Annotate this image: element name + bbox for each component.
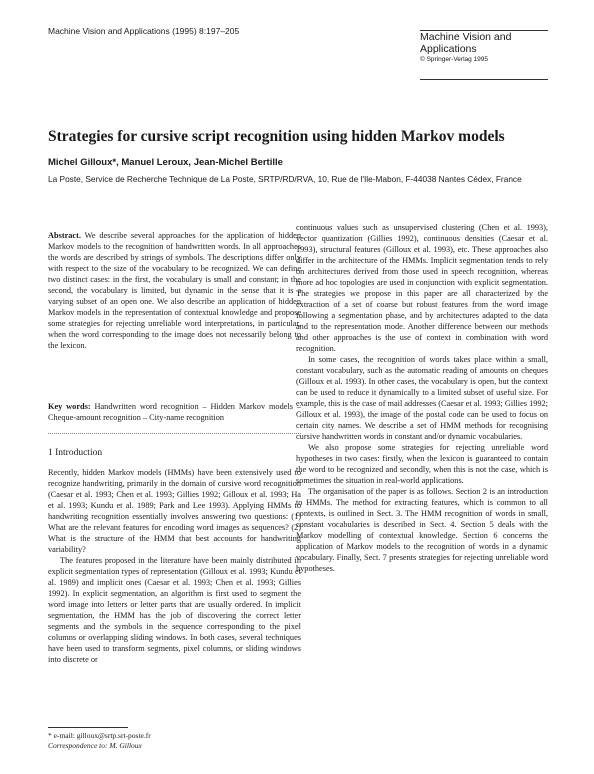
keywords-text: Handwritten word recognition – Hidden Markov models – Cheque-amount recognition – City-name recognition: [48, 402, 301, 422]
footnotes: [48, 731, 151, 751]
footnote-rule: [48, 727, 128, 728]
body-paragraph: We also propose some strategies for rejecting unreliable word hypotheses in two cases: firstly, when the lexicon is guaranteed to contain the word to be recognized and secondly, when this is not the case, which is sometimes the situation in real-world applications.: [296, 443, 548, 485]
abstract-label: Abstract.: [48, 231, 81, 240]
section-heading: 1 Introduction: [48, 448, 103, 458]
intro-paragraph: Recently, hidden Markov models (HMMs) have been extensively used to recognize handwriting, primarily in the domain of cursive word recognition (Caesar et al. 1993; Chen et al. 1993; Gillies 1992; Gilloux et al. 1993; Ha et al. 1993; Kundu et al. 1989; Park and Lee 1993). Applying HMMs to handwriting recognition essentially involves answering two questions: (1) What are the relevant features for encoding word images as sequences? (2) What is the structure of the HMM that best accounts for handwriting variability?: [48, 468, 301, 554]
body-paragraph: continuous values such as unsupervised clustering (Chen et al. 1993), vector quantization (Gillies 1992), continuous densities (Caesar et al. 1993), structural features (Gilloux et al. 1993), etc. These approaches also differ in the architecture of the HMMs. Implicit segmentation tends to rely on architectures derived from those used in speech recognition, whereas more ad hoc topologies are used in conjunction with explicit segmentation. The strategies we propose in this paper are all characterized by the extraction of a set of coarse but robust features from the word image following a segmentation phase, and by architectures adapted to the data and to the representation mode. Another difference between our methods and other approaches is the use of context in combination with word recognition.: [296, 223, 548, 353]
keywords-divider: [48, 433, 301, 434]
body-paragraph: The organisation of the paper is as follows. Section 2 is an introduction to HMMs. The method for extracting features, which is common to all contexts, is outlined in Sect. 3. The HMM recognition of words in small, constant vocabularies is described in Sect. 4. Section 5 deals with the Markov modelling of contextual knowledge. Section 6 concerns the application of Markov models to the recognition of words in a dynamic vocabulary. Finally, Sect. 7 presents strategies for rejecting unreliable word hypotheses.: [296, 487, 548, 573]
journal-masthead: [420, 31, 548, 63]
abstract-block: [48, 230, 301, 351]
author-affiliation: La Poste, Service de Recherche Technique de La Poste, SRTP/RD/RVA, 10, Rue de l'Ile-Mabon, F-44038 Nantes Cédex, France: [48, 174, 522, 184]
keywords-block: [48, 401, 301, 423]
keywords-label: Key words:: [48, 402, 91, 411]
abstract-text: We describe several approaches for the application of hidden Markov models to the recognition of handwritten words. In all approaches the words are described by strings of symbols. The descriptions differ only with respect to the size of the vocabulary to be recognized. We can define two distinct cases: in the first, the vocabulary is small and constant; in the second, the vocabulary is limited, but dynamic in the sense that it is a varying subset of an open one. We also describe an application of hidden Markov models in the representation of contextual knowledge and propose some strategies for rejecting unreliable word interpretations, in particular, when the word corresponding to the image does not necessarily belong to the lexicon.: [48, 231, 301, 350]
introduction-text: [48, 467, 301, 665]
masthead-bottom-rule: [420, 79, 548, 80]
intro-paragraph: The features proposed in the literature have been mainly distributed in explicit segmentation types of representation (Gilloux et al. 1993; Kundu et al. 1989) and implicit ones (Caesar et al. 1993; Chen et al. 1993; Gillies 1992). In explicit segmentation, an algorithm is first used to segment the word image into letters or letter parts that are usually ordered. In implicit segmentation, the HMM has the job of discovering the correct letter segments and the symbols in the sequence corresponding to the pixel columns or overlapping sliding windows. In both cases, several techniques have been used to transform segments, pixel columns, or sliding windows into discrete or: [48, 556, 301, 664]
masthead-title: Machine Vision and Applications: [420, 31, 512, 55]
paper-title: Strategies for cursive script recognition using hidden Markov models: [48, 128, 505, 145]
footnote-correspondence: Correspondence to: M. Gilloux: [48, 741, 142, 750]
footnote-email: * e-mail: gilloux@srtp.srt-poste.fr: [48, 731, 151, 740]
journal-citation-line: Machine Vision and Applications (1995) 8:197–205: [48, 26, 240, 36]
masthead-publisher: © Springer-Verlag 1995: [420, 56, 489, 63]
right-column-text: [296, 222, 548, 574]
author-list: Michel Gilloux*, Manuel Leroux, Jean-Michel Bertille: [48, 157, 283, 168]
body-paragraph: In some cases, the recognition of words takes place within a small, constant vocabulary, such as the automatic reading of amounts on cheques (Gilloux et al. 1993). In other cases, the vocabulary is open, but the context can be used to reduce it dynamically to a limited subset of useful size. For example, this is the case of mail addresses (Caesar et al. 1993; Gillies 1992; Gilloux et al. 1993), the image of the postal code can be used to focus on certain city names. We describe a set of HMM methods for recognising cursive handwritten words in constant and/or dynamic vocabularies.: [296, 355, 548, 441]
